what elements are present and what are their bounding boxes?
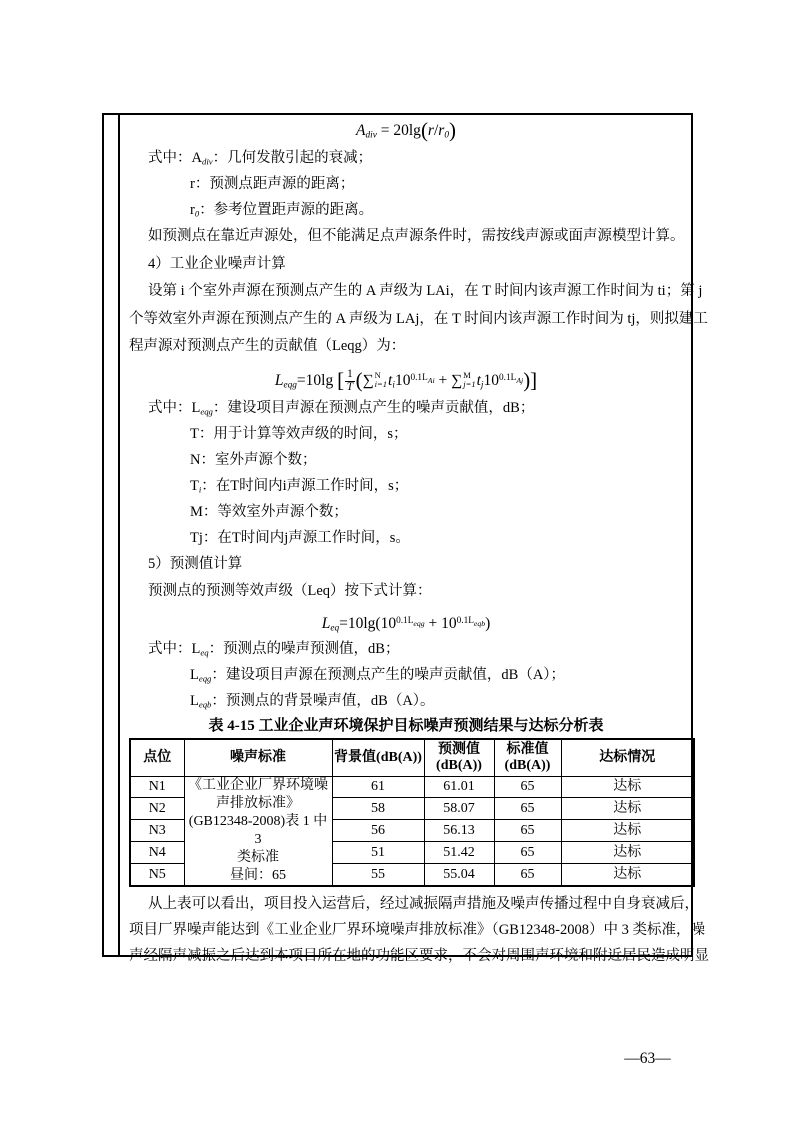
col-header-standard: 噪声标准 <box>184 739 332 777</box>
section-heading-4: 4）工业企业噪声计算 <box>148 255 286 272</box>
cell-status: 达标 <box>561 798 694 820</box>
definition-leq: 式中：Leq：预测点的噪声预测值，dB； <box>148 640 400 657</box>
document-frame <box>102 113 709 964</box>
cell-background: 58 <box>332 798 424 820</box>
cell-point: N2 <box>130 798 184 820</box>
cell-status: 达标 <box>561 863 694 885</box>
closing-paragraph <box>129 891 709 969</box>
definition-r0: r0：参考位置距声源的距离。 <box>190 202 374 219</box>
cell-limit: 65 <box>494 863 561 885</box>
table-row <box>130 776 694 798</box>
cell-predicted: 58.07 <box>424 798 494 820</box>
cell-noise-standard: 《工业企业厂界环境噪 声排放标准》 (GB12348-2008)表 1 中 3 类标准 昼间：65 <box>184 776 332 886</box>
definition-leqg: 式中：Leqg：建设项目声源在预测点产生的噪声贡献值，dB； <box>148 399 535 416</box>
paragraph-leq-intro: 预测点的预测等效声级（Leq）按下式计算： <box>148 583 432 599</box>
cell-background: 56 <box>332 820 424 842</box>
definition-Tj: Tj：在T时间内j声源工作时间，s。 <box>190 529 410 546</box>
col-header-background: 背景值(dB(A)) <box>332 739 424 777</box>
cell-point: N5 <box>130 863 184 885</box>
paragraph-industrial-line: 设第 i 个室外声源在预测点产生的 A 声级为 LAi，在 T 时间内该声源工作时间为 ti；第 j <box>148 283 703 299</box>
cell-status: 达标 <box>561 776 694 798</box>
page-number: —63— <box>624 1050 671 1067</box>
cell-background: 51 <box>332 841 424 863</box>
cell-background: 55 <box>332 863 424 885</box>
formula-leq: $Leq=10\lg(10^{0.1L}eqg + 10^{0.1L}eqb)$ <box>321 614 491 634</box>
col-header-point: 点位 <box>130 739 184 777</box>
cell-predicted: 51.42 <box>424 841 494 863</box>
col-header-predicted: 预测值 (dB(A)) <box>424 739 494 777</box>
cell-background: 61 <box>332 776 424 798</box>
col-header-limit: 标准值 (dB(A)) <box>494 739 561 777</box>
section-heading-5: 5）预测值计算 <box>148 555 243 572</box>
cell-limit: 65 <box>494 841 561 863</box>
paragraph-line: 项目厂界噪声能达到《工业企业厂界环境噪声排放标准》（GB12348-2008）中 3 类标准，噪 <box>129 921 705 938</box>
cell-status: 达标 <box>561 841 694 863</box>
cell-point: N1 <box>130 776 184 798</box>
table-title: 表 4-15 工业企业声环境保护目标噪声预测结果与达标分析表 <box>208 717 604 734</box>
paragraph-near-source: 如预测点在靠近声源处，但不能满足点声源条件时，需按线声源或面声源模型计算。 <box>148 228 685 244</box>
definition-M: M：等效室外声源个数； <box>190 503 348 520</box>
cell-limit: 65 <box>494 820 561 842</box>
col-header-status: 达标情况 <box>561 739 694 777</box>
paragraph-line: 声经隔声减振之后达到本项目所在地的功能区要求，不会对周围声环境和附近居民造成明显 <box>129 947 709 964</box>
cell-point: N3 <box>130 820 184 842</box>
definition-T: T：用于计算等效声级的时间，s； <box>190 425 408 442</box>
cell-limit: 65 <box>494 776 561 798</box>
definition-leqb: Leqb：预测点的背景噪声值，dB（A）。 <box>190 692 435 709</box>
cell-limit: 65 <box>494 798 561 820</box>
definition-leqg-2: Leqg：建设项目声源在预测点产生的噪声贡献值，dB（A）； <box>190 666 566 683</box>
cell-point: N4 <box>130 841 184 863</box>
paragraph-line: 从上表可以看出，项目投入运营后，经过减振隔声措施及噪声传播过程中自身衰减后， <box>148 895 699 912</box>
definition-Ti: Ti：在T时间内i声源工作时间，s； <box>190 477 409 494</box>
paragraph-industrial-line: 个等效室外声源在预测点产生的 A 声级为 LAj，在 T 时间内该声源工作时间为 tj，则拟建工 <box>129 310 708 327</box>
formula-leqg: Leqg=10lg [ $\frac{1}{T}$ (∑ N i=1 $ti10^{0.1L}Ai$ + ∑ M j=1 $tj10^{0.1L}Aj$)] <box>274 367 538 394</box>
table-header-row <box>130 739 694 777</box>
document-content <box>120 115 709 964</box>
cell-status: 达标 <box>561 820 694 842</box>
cell-predicted: 61.01 <box>424 776 494 798</box>
cell-predicted: 56.13 <box>424 820 494 842</box>
cell-predicted: 55.04 <box>424 863 494 885</box>
definition-adiv: 式中：Adiv：几何发散引起的衰减； <box>148 150 373 167</box>
paragraph-industrial-line: 程声源对预测点产生的贡献值（Leqg）为： <box>129 338 406 354</box>
definition-r: r：预测点距声源的距离； <box>190 176 355 192</box>
definition-N: N：室外声源个数； <box>190 451 317 468</box>
formula-geometric-attenuation: Adiv = 20lg(r/r0) <box>356 118 456 142</box>
left-margin-column <box>104 115 120 955</box>
noise-prediction-table <box>129 738 695 887</box>
